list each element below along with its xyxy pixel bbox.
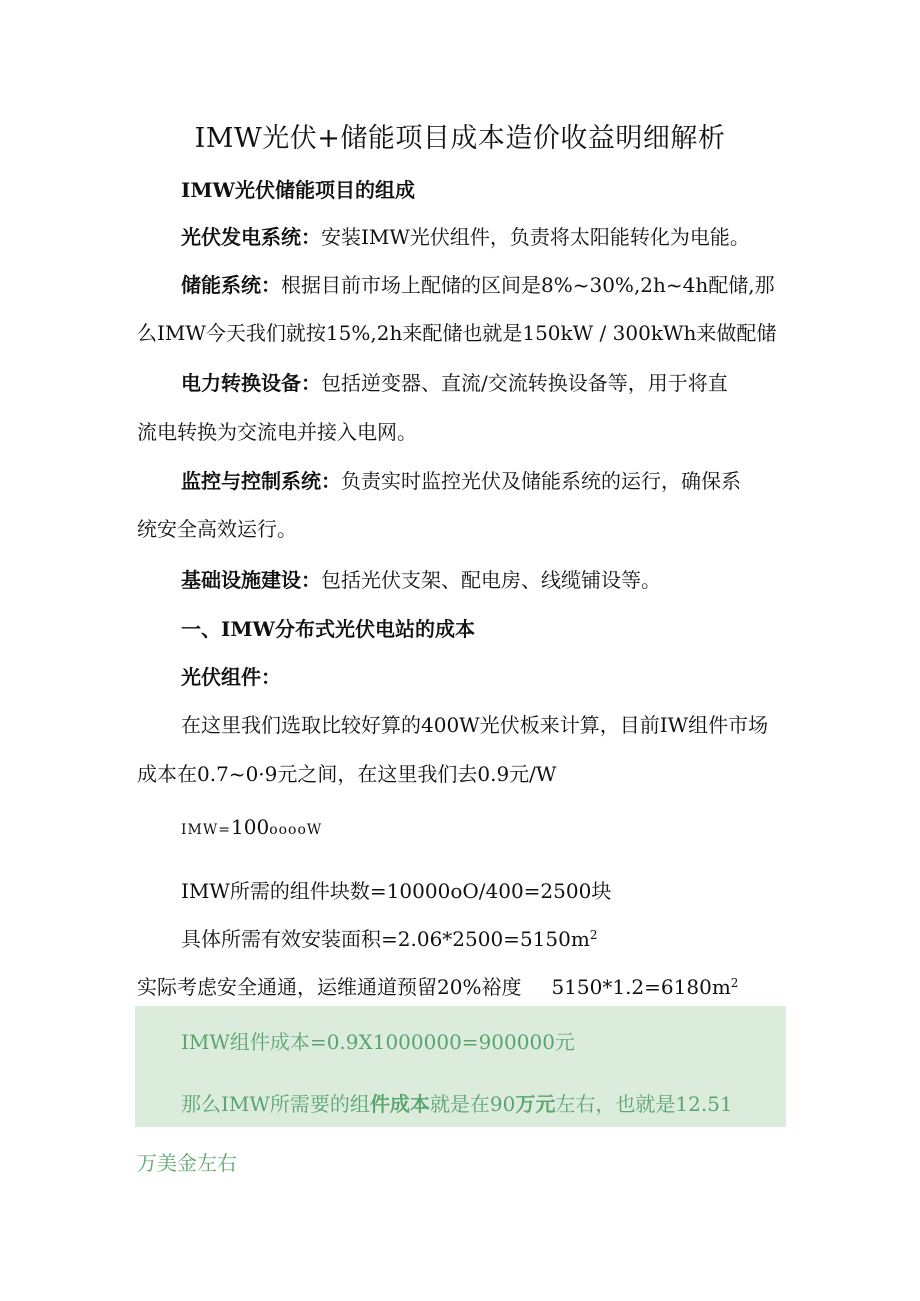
section-heading-cost: 一、IMW分布式光伏电站的成本 [181, 617, 475, 641]
storage-system-text-1: 根据目前市场上配储的区间是8%~30%,2h~4h配储,那 [281, 273, 775, 297]
area-superscript: 2 [589, 928, 598, 942]
summary-bold-1: 件成本 [369, 1092, 430, 1116]
storage-system-label: 储能系统： [181, 273, 281, 297]
pv-system-text: 安装IMW光伏组件，负责将太阳能转化为电能。 [321, 225, 750, 249]
actual-area-calc: 5150*1.2=6180m [551, 975, 731, 999]
section-heading-composition: IMW光伏储能项目的组成 [181, 178, 415, 202]
monitoring-line-2: 统安全高效运行。 [137, 517, 297, 541]
summary-bold-2: 万元 [515, 1092, 556, 1116]
actual-area-line [137, 972, 738, 1002]
pv-modules-label: 光伏组件： [181, 665, 281, 689]
summary-line-2: 万美金左右 [137, 1151, 237, 1175]
mw-equation-prefix: IMW= [181, 822, 231, 838]
area-line [181, 924, 597, 954]
actual-area-text: 实际考虑安全通通，运维通道预留20%裕度 [137, 975, 522, 999]
monitoring-label: 监控与控制系统： [181, 469, 341, 493]
block-count-line: IMW所需的组件块数=10000oO/400=2500块 [181, 879, 612, 903]
power-conversion-line-1 [181, 368, 728, 398]
document-title: IMW光伏+储能项目成本造价收益明细解析 [194, 123, 726, 154]
pv-system-line [181, 222, 750, 252]
monitoring-text-1: 负责实时监控光伏及储能系统的运行，确保系 [341, 469, 741, 493]
module-paragraph-line-2: 成本在0.7~0·9元之间，在这里我们去0.9元/W [137, 762, 557, 786]
mw-equation-suffix: ooooW [269, 822, 323, 838]
summary-part-3: 左右，也就是12.51 [555, 1092, 733, 1116]
storage-system-line-2: 么IMW今天我们就按15%,2h来配储也就是150kW / 300kWh来做配储 [137, 321, 777, 345]
infrastructure-line [181, 565, 661, 595]
area-text: 具体所需有效安装面积=2.06*2500=5150m [181, 927, 590, 951]
actual-area-superscript: 2 [730, 976, 739, 990]
infrastructure-text: 包括光伏支架、配电房、线缆铺设等。 [321, 568, 661, 592]
module-cost-line: IMW组件成本=0.9X1000000=900000元 [181, 1030, 575, 1054]
power-conversion-text-1: 包括逆变器、直流/交流转换设备等，用于将直 [321, 371, 728, 395]
summary-part-1: 那么IMW所需要的组 [181, 1092, 370, 1116]
module-paragraph-line-1: 在这里我们选取比较好算的400W光伏板来计算，目前IW组件市场 [181, 713, 769, 737]
mw-equation-number: 100 [231, 815, 270, 839]
monitoring-line-1 [181, 466, 741, 496]
mw-equation [181, 812, 322, 845]
power-conversion-label: 电力转换设备： [181, 371, 321, 395]
summary-line-1 [181, 1089, 733, 1119]
storage-system-line-1 [181, 270, 775, 300]
infrastructure-label: 基础设施建设： [181, 568, 321, 592]
summary-part-2: 就是在90 [429, 1092, 516, 1116]
power-conversion-line-2: 流电转换为交流电并接入电网。 [137, 420, 417, 444]
pv-system-label: 光伏发电系统： [181, 225, 321, 249]
